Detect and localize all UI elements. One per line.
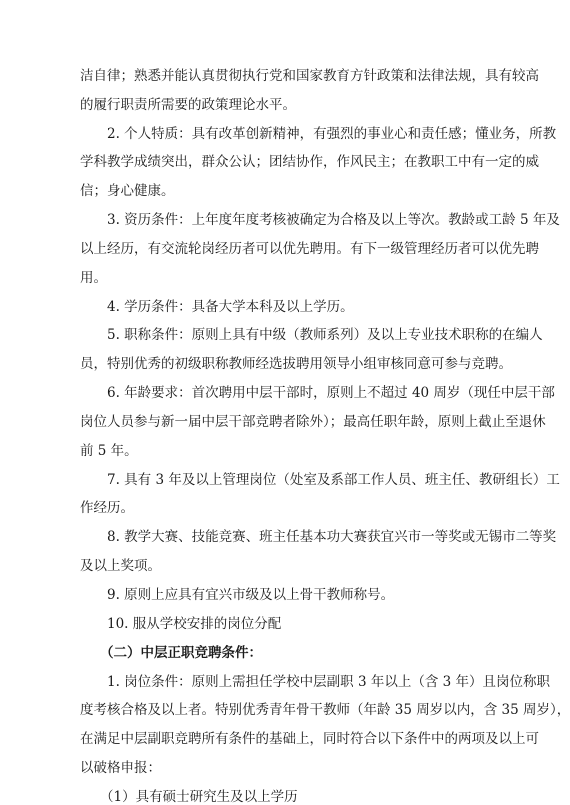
item-4-line: 4. 学历条件：具备大学本科及以上学历。	[107, 299, 354, 315]
item-6-line: 6. 年龄要求：首次聘用中层干部时，原则上不超过 40 周岁（现任中层干部	[107, 385, 555, 401]
text-line: 以上经历，有交流轮岗经历者可以优先聘用。有下一级管理经历者可以优先聘	[80, 241, 539, 257]
item-2-line: 2. 个人特质：具有改革创新精神，有强烈的事业心和责任感；懂业务，所教	[107, 126, 557, 142]
text-line: 度考核合格及以上者。特别优秀青年骨干教师（年龄 35 周岁以内，含 35 周岁），	[80, 702, 570, 718]
text-line: 作经历。	[80, 500, 134, 516]
text-line: 以破格申报：	[80, 760, 161, 776]
text-line: 学科教学成绩突出，群众公认；团结协作，作风民主；在教职工中有一定的威	[80, 154, 539, 170]
text-line: 信；身心健康。	[80, 183, 175, 199]
item-8-line: 8. 教学大赛、技能竞赛、班主任基本功大赛获宜兴市一等奖或无锡市二等奖	[107, 529, 557, 545]
text-line: 及以上奖项。	[80, 558, 161, 574]
text-line: 的履行职责所需要的政策理论水平。	[80, 97, 296, 113]
text-line: 员，特别优秀的初级职称教师经选拔聘用领导小组审核同意可参与竞聘。	[80, 356, 512, 372]
text-line: 洁自律；熟悉并能认真贯彻执行党和国家教育方针政策和法律法规，具有较高	[80, 68, 539, 84]
text-line: 岗位人员参与新一届中层干部竞聘者除外）；最高任职年龄，原则上截止至退休	[80, 414, 546, 430]
item-5-line: 5. 职称条件：原则上具有中级（教师系列）及以上专业技术职称的在编人	[107, 327, 543, 343]
text-line: 前 5 年。	[80, 443, 138, 459]
item-7-line: 7. 具有 3 年及以上管理岗位（处室及系部工作人员、班主任、教研组长）工	[107, 472, 560, 488]
sub-item-1-line: 1. 岗位条件：原则上需担任学校中层副职 3 年以上（含 3 年）且岗位称职	[107, 674, 551, 690]
text-line: 在满足中层副职竞聘所有条件的基础上，同时符合以下条件中的两项及以上可	[80, 731, 539, 747]
section-heading: （二）中层正职竞聘条件：	[100, 645, 262, 661]
item-3-line: 3. 资历条件：上年度年度考核被确定为合格及以上等次。教龄或工龄 5 年及	[107, 212, 560, 228]
item-10-line: 10. 服从学校安排的岗位分配	[107, 616, 282, 632]
item-9-line: 9. 原则上应具有宜兴市级及以上骨干教师称号。	[107, 587, 395, 603]
sub-sub-item-line: （1）具有硕士研究生及以上学历	[100, 789, 298, 805]
text-line: 用。	[80, 270, 107, 286]
